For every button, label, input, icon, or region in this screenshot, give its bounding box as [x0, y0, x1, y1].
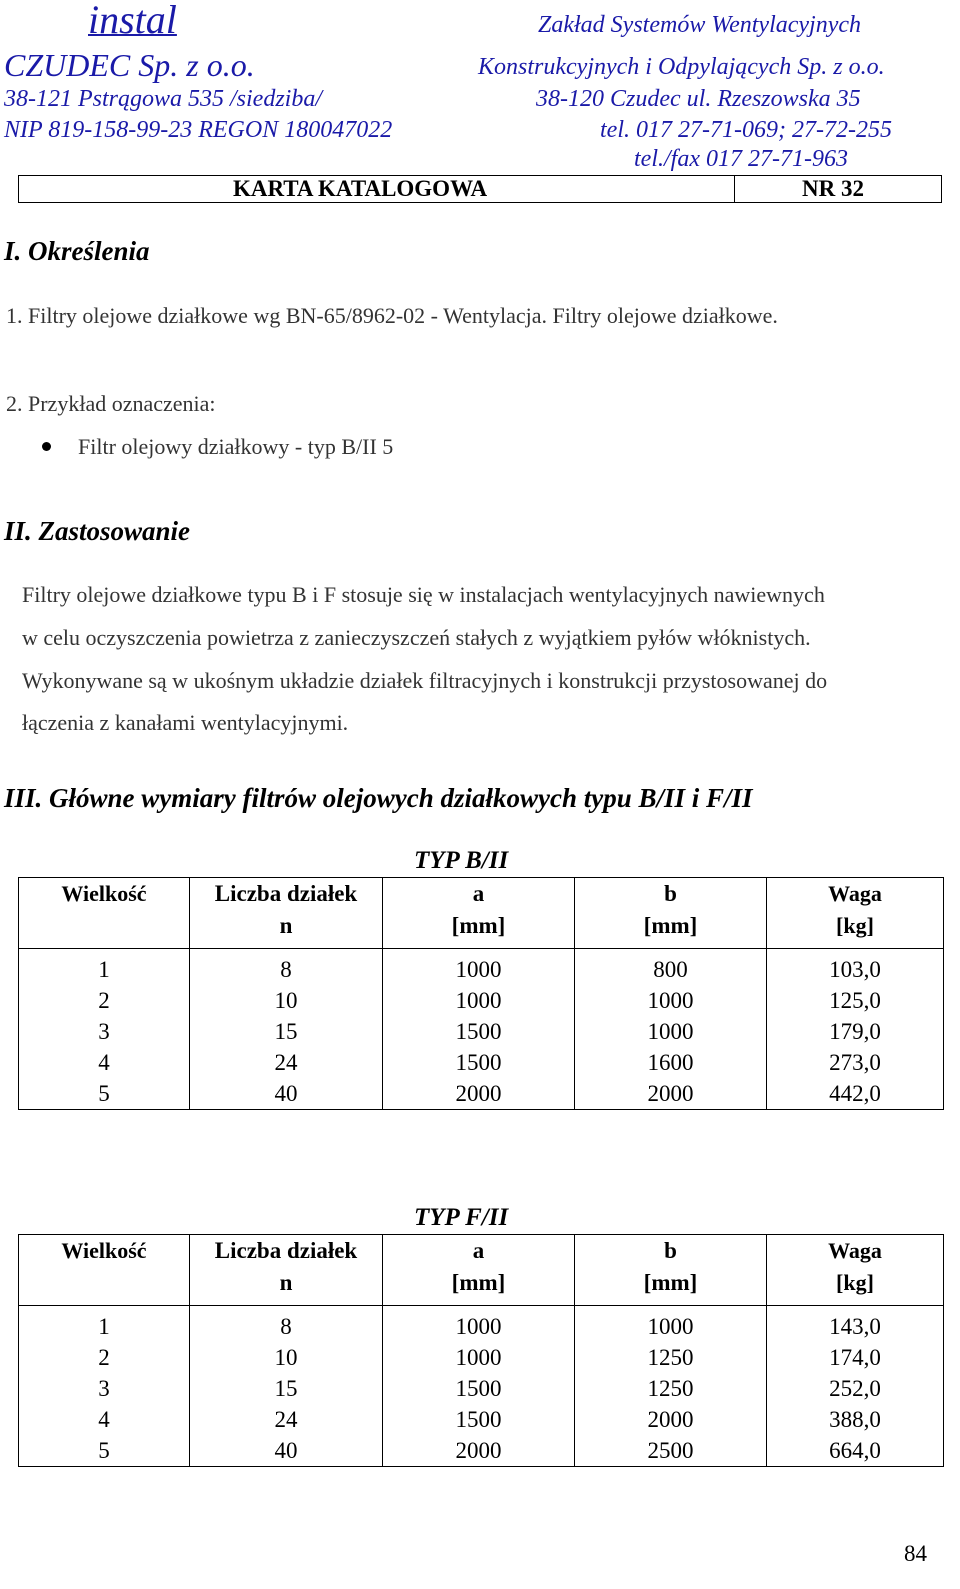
table-row	[19, 985, 944, 1016]
dimensions-table-b	[18, 877, 944, 1110]
section-1-item-1: 1. Filtry olejowe działkowe wg BN-65/8962-02 - Wentylacja. Filtry olejowe działkowe.	[6, 303, 778, 328]
table-cell: 2	[19, 985, 190, 1016]
table-cell: 24	[190, 1047, 383, 1078]
section-1-bullet-text: Filtr olejowy działkowy - typ B/II 5	[78, 434, 394, 459]
table-cell: 103,0	[767, 949, 944, 986]
table-row	[19, 1306, 944, 1343]
table-cell: 388,0	[767, 1404, 944, 1435]
table-cell: 1250	[575, 1373, 767, 1404]
header-waga: Waga [kg]	[767, 1235, 944, 1306]
table-cell: 1500	[383, 1016, 575, 1047]
section-1-item-2: 2. Przykład oznaczenia:	[6, 391, 216, 416]
table-cell: 1000	[383, 949, 575, 986]
section-2-title: II. Zastosowanie	[4, 516, 191, 546]
section-2-line-3: Wykonywane są w ukośnym układzie działek filtracyjnych i konstrukcji przystosowanej do	[22, 668, 828, 693]
section-2-line-4: łączenia z kanałami wentylacyjnymi.	[22, 710, 349, 735]
table-row	[19, 949, 944, 986]
table-cell: 2	[19, 1342, 190, 1373]
section-2-line-1: Filtry olejowe działkowe typu B i F stosuje się w instalacjach wentylacyjnych nawiewnych	[22, 582, 825, 607]
table-cell: 1250	[575, 1342, 767, 1373]
right-fax: tel./fax 017 27-71-963	[634, 146, 848, 172]
header-b: b [mm]	[575, 1235, 767, 1306]
section-1-title: I. Określenia	[4, 236, 150, 266]
table-cell: 2500	[575, 1435, 767, 1467]
table-cell: 174,0	[767, 1342, 944, 1373]
table-cell: 10	[190, 985, 383, 1016]
table-cell: 5	[19, 1435, 190, 1467]
section-2-line-2: w celu oczyszczenia powietrza z zanieczyszczeń stałych z wyjątkiem pyłów włóknistych.	[22, 625, 811, 650]
header-waga: Waga [kg]	[767, 878, 944, 949]
table-cell: 40	[190, 1078, 383, 1110]
catalog-card-header	[18, 175, 942, 203]
table-cell: 1600	[575, 1047, 767, 1078]
right-telephone: tel. 017 27-71-069; 27-72-255	[600, 117, 892, 143]
company-name: CZUDEC Sp. z o.o.	[4, 47, 255, 83]
table-cell: 179,0	[767, 1016, 944, 1047]
header-liczba: Liczba działek n	[190, 878, 383, 949]
table-row	[19, 1016, 944, 1047]
table-cell: 8	[190, 949, 383, 986]
right-company-name-line1: Zakład Systemów Wentylacyjnych	[538, 12, 862, 38]
catalog-card-number: NR 32	[802, 176, 864, 201]
table-cell: 4	[19, 1047, 190, 1078]
catalog-card-title: KARTA KATALOGOWA	[233, 176, 488, 201]
left-nip-regon: NIP 819-158-99-23 REGON 180047022	[4, 117, 393, 143]
table-header-row	[19, 878, 944, 949]
table-cell: 2000	[383, 1078, 575, 1110]
table-cell: 664,0	[767, 1435, 944, 1467]
table-cell: 1000	[575, 1306, 767, 1343]
table-row	[19, 1047, 944, 1078]
table-cell: 1500	[383, 1373, 575, 1404]
table-cell: 15	[190, 1016, 383, 1047]
table-cell: 273,0	[767, 1047, 944, 1078]
header-wielkosc: Wielkość	[19, 878, 190, 949]
table-cell: 3	[19, 1373, 190, 1404]
table-cell: 2000	[575, 1078, 767, 1110]
table-row	[19, 1373, 944, 1404]
right-company-name-line2: Konstrukcyjnych i Odpylających Sp. z o.o.	[478, 54, 885, 80]
table-cell: 40	[190, 1435, 383, 1467]
table-cell: 442,0	[767, 1078, 944, 1110]
table-type-b-label: TYP B/II	[414, 847, 509, 874]
table-cell: 1	[19, 1306, 190, 1343]
table-cell: 8	[190, 1306, 383, 1343]
table-header-row	[19, 1235, 944, 1306]
table-type-f-label: TYP F/II	[414, 1204, 509, 1231]
right-address: 38-120 Czudec ul. Rzeszowska 35	[536, 86, 861, 112]
table-cell: 2000	[383, 1435, 575, 1467]
header-a: a [mm]	[383, 1235, 575, 1306]
left-address: 38-121 Pstrągowa 535 /siedziba/	[4, 86, 323, 112]
table-cell: 24	[190, 1404, 383, 1435]
table-cell: 1500	[383, 1047, 575, 1078]
table-cell: 10	[190, 1342, 383, 1373]
company-logo: instal	[88, 0, 177, 42]
table-cell: 15	[190, 1373, 383, 1404]
table-cell: 1000	[383, 985, 575, 1016]
table-cell: 1000	[383, 1342, 575, 1373]
table-row	[19, 1435, 944, 1467]
page-number: 84	[904, 1541, 927, 1566]
table-cell: 1000	[575, 1016, 767, 1047]
header-a: a [mm]	[383, 878, 575, 949]
table-cell: 800	[575, 949, 767, 986]
table-cell: 143,0	[767, 1306, 944, 1343]
table-row	[19, 1078, 944, 1110]
bullet-icon	[42, 442, 51, 451]
table-cell: 1500	[383, 1404, 575, 1435]
table-cell: 1000	[575, 985, 767, 1016]
header-liczba: Liczba działek n	[190, 1235, 383, 1306]
table-cell: 252,0	[767, 1373, 944, 1404]
table-cell: 2000	[575, 1404, 767, 1435]
table-cell: 1	[19, 949, 190, 986]
header-b: b [mm]	[575, 878, 767, 949]
table-cell: 3	[19, 1016, 190, 1047]
section-3-title: III. Główne wymiary filtrów olejowych działkowych typu B/II i F/II	[4, 783, 753, 813]
table-cell: 125,0	[767, 985, 944, 1016]
table-cell: 4	[19, 1404, 190, 1435]
catalog-card-divider	[734, 176, 735, 202]
table-row	[19, 1404, 944, 1435]
table-row	[19, 1342, 944, 1373]
header-wielkosc: Wielkość	[19, 1235, 190, 1306]
table-cell: 5	[19, 1078, 190, 1110]
dimensions-table-f	[18, 1234, 944, 1467]
table-cell: 1000	[383, 1306, 575, 1343]
